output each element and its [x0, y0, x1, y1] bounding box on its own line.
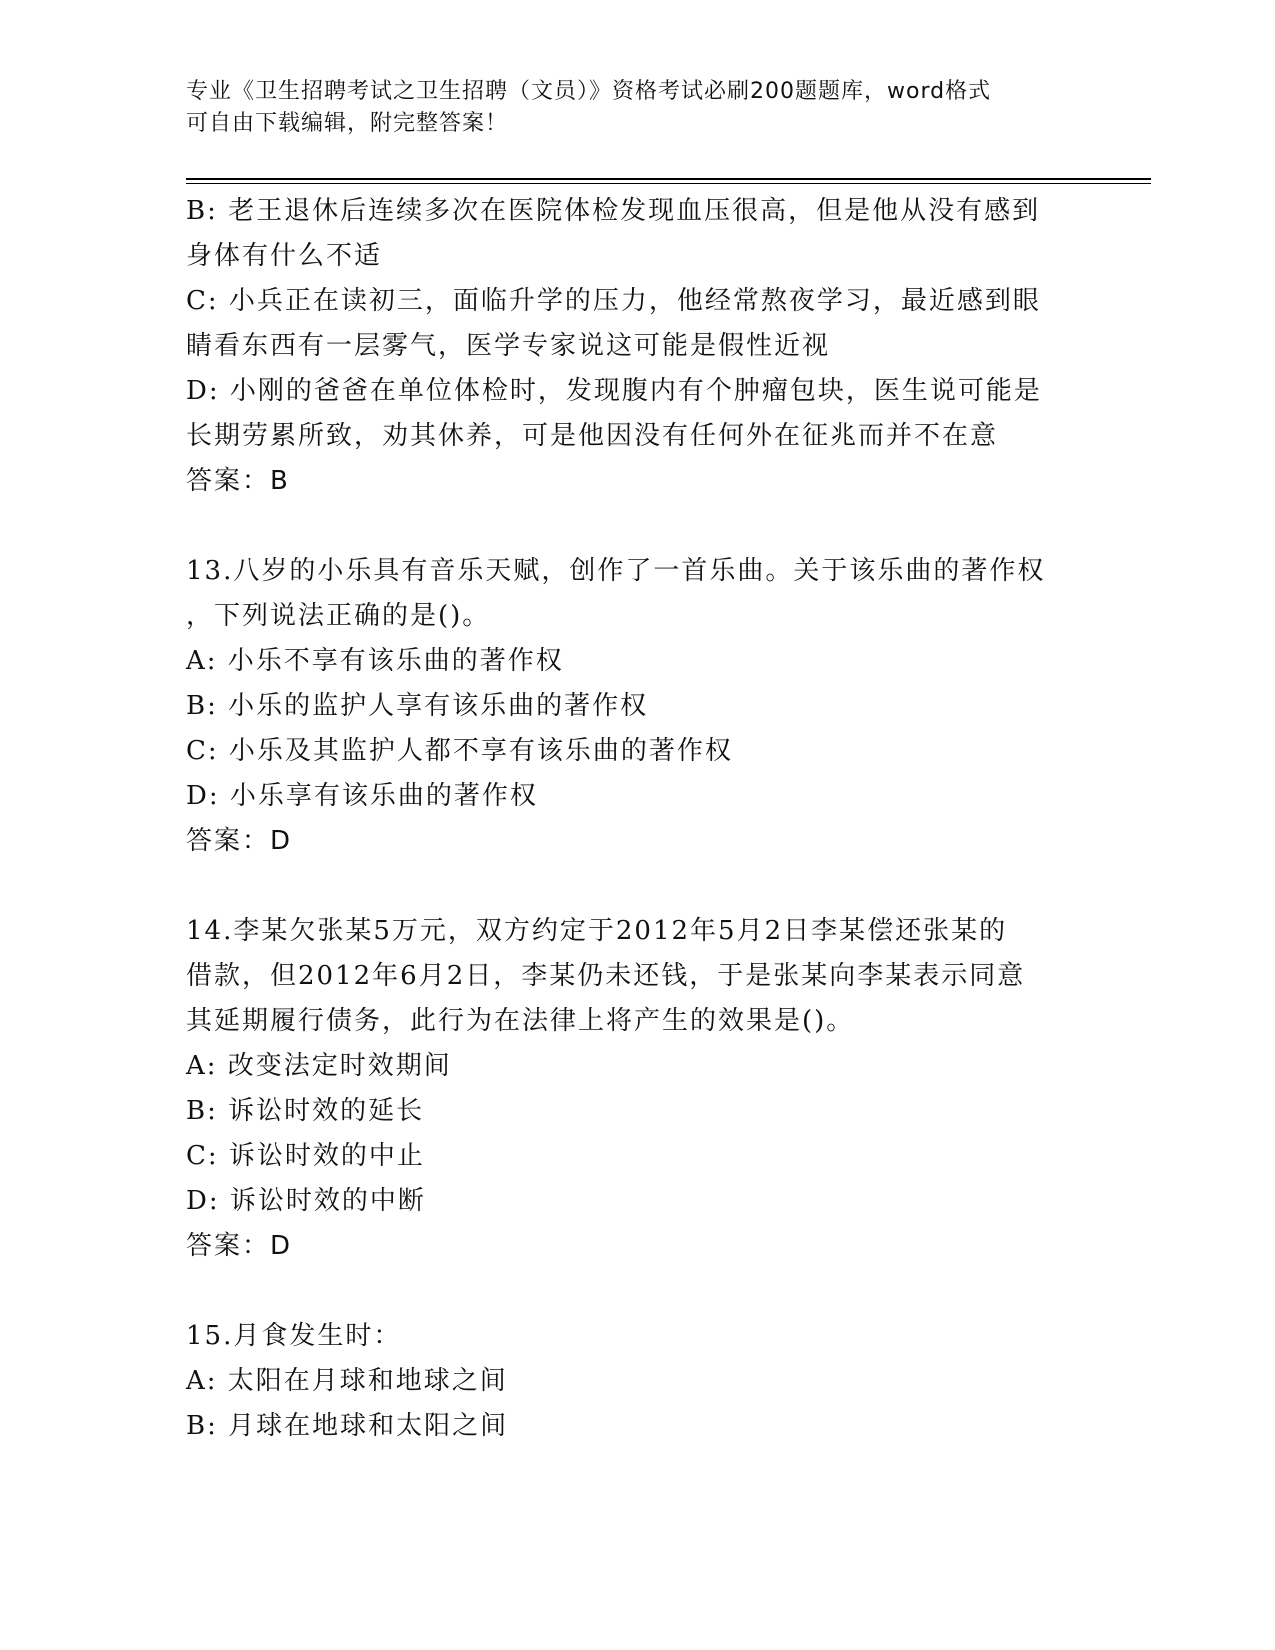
option-c: C: 诉讼时效的中止: [186, 1141, 425, 1171]
option-b: B: 月球在地球和太阳之间: [186, 1411, 509, 1441]
option-b-line-1: B: 老王退休后连续多次在医院体检发现血压很高，但是他从没有感到: [186, 196, 1041, 226]
question-stem-line-1: 14.李某欠张某5万元，双方约定于2012年5月2日李某偿还张某的: [186, 916, 1008, 946]
option-c-line-2: 睛看东西有一层雾气，医学专家说这可能是假性近视: [186, 331, 831, 361]
option-b: B: 诉讼时效的延长: [186, 1096, 425, 1126]
option-c: C: 小乐及其监护人都不享有该乐曲的著作权: [186, 736, 733, 766]
header-line-1: 专业《卫生招聘考试之卫生招聘（文员）》资格考试必刷200题题库，word格式: [186, 79, 992, 104]
option-d-line-1: D: 小刚的爸爸在单位体检时，发现腹内有个肿瘤包块，医生说可能是: [186, 376, 1042, 406]
option-c-line-1: C: 小兵正在读初三，面临升学的压力，他经常熬夜学习，最近感到眼: [186, 286, 1041, 316]
question-stem-line-1: 15.月食发生时：: [186, 1321, 402, 1351]
header-line-2: 可自由下载编辑，附完整答案！: [186, 111, 509, 136]
answer-line: 答案：D: [186, 1231, 293, 1261]
option-d: D: 诉讼时效的中断: [186, 1186, 426, 1216]
header-rule-thin: [186, 183, 1151, 184]
header-rule-thick: [186, 178, 1151, 180]
option-a: A: 小乐不享有该乐曲的著作权: [186, 646, 564, 676]
option-d: D: 小乐享有该乐曲的著作权: [186, 781, 538, 811]
answer-line: 答案：B: [186, 466, 290, 496]
document-header: [186, 76, 1066, 140]
question-14: [186, 909, 1066, 1269]
question-stem-line-2: ，下列说法正确的是()。: [186, 601, 491, 631]
question-list: [186, 189, 1066, 1449]
question-stem-line-2: 借款，但2012年6月2日，李某仍未还钱，于是张某向李某表示同意: [186, 961, 1026, 991]
answer-line: 答案：D: [186, 826, 293, 856]
question-spacer: [186, 1269, 1066, 1314]
question-12-tail: [186, 189, 1066, 504]
option-b: B: 小乐的监护人享有该乐曲的著作权: [186, 691, 649, 721]
option-d-line-2: 长期劳累所致，劝其休养，可是他因没有任何外在征兆而并不在意: [186, 421, 999, 451]
question-stem-line-1: 13.八岁的小乐具有音乐天赋，创作了一首乐曲。关于该乐曲的著作权: [186, 556, 1046, 586]
option-b-line-2: 身体有什么不适: [186, 241, 383, 271]
question-spacer: [186, 864, 1066, 909]
question-15: [186, 1314, 1066, 1449]
question-stem-line-3: 其延期履行债务，此行为在法律上将产生的效果是()。: [186, 1006, 855, 1036]
question-13: [186, 549, 1066, 864]
question-spacer: [186, 504, 1066, 549]
option-a: A: 改变法定时效期间: [186, 1051, 452, 1081]
option-a: A: 太阳在月球和地球之间: [186, 1366, 508, 1396]
